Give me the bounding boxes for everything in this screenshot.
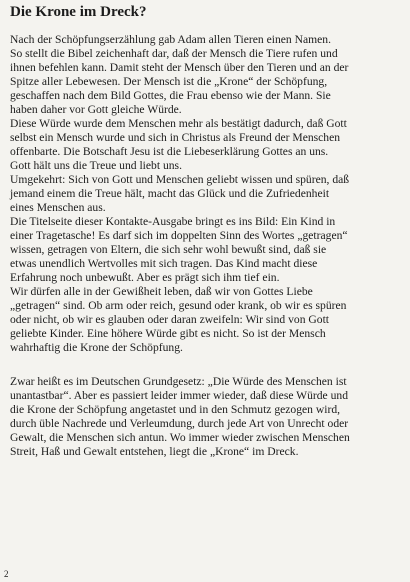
- text-line: durch üble Nachrede und Verleumdung, durch jede Art von Unrecht oder: [10, 417, 349, 430]
- text-line: Zwar heißt es im Deutschen Grundgesetz: „Die Würde des Menschen ist: [10, 375, 347, 388]
- text-line: haben daher vor Gott gleiche Würde.: [10, 103, 182, 116]
- text-line: Nach der Schöpfungserzählung gab Adam allen Tieren einen Namen.: [10, 33, 331, 46]
- text-line: geliebte Kinder. Eine höhere Würde gibt es nicht. So ist der Mensch: [10, 327, 326, 340]
- text-line: einer Tragetasche! Es darf sich im doppelten Sinn des Wortes „getragen“: [10, 229, 348, 242]
- text-line: selbst ein Mensch wurde und sich in Christus als Freund der Menschen: [10, 131, 341, 144]
- text-line: Gewalt, die Menschen sich antun. Wo immer wieder zwischen Menschen: [10, 431, 350, 444]
- text-line: jemand einem die Treue hält, macht das Glück und die Zufriedenheit: [10, 187, 330, 200]
- text-line: geschaffen nach dem Bild Gottes, die Frau ebenso wie der Mann. Sie: [10, 89, 331, 102]
- text-line: „getragen“ sind. Ob arm oder reich, gesund oder krank, ob wir es spüren: [10, 299, 347, 312]
- text-line: Gott hält uns die Treue und liebt uns.: [10, 159, 182, 172]
- text-line: Spitze aller Lebewesen. Der Mensch ist die „Krone“ der Schöpfung,: [10, 75, 328, 88]
- text-line: offenbarte. Die Botschaft Jesu ist die Liebeserklärung Gottes an uns.: [10, 145, 329, 158]
- text-line: ihnen befehlen kann. Damit steht der Mensch über den Tieren und an der: [10, 61, 349, 74]
- text-line: oder nicht, ob wir es glauben oder daran zweifeln: Wir sind von Gott: [10, 313, 330, 326]
- text-line: Diese Würde wurde dem Menschen mehr als bestätigt dadurch, daß Gott: [10, 117, 347, 130]
- text-line: etwas unendlich Wertvolles mit sich tragen. Das Kind macht diese: [10, 257, 318, 270]
- text-line: Die Titelseite dieser Kontakte-Ausgabe bringt es ins Bild: Ein Kind in: [10, 215, 336, 228]
- text-line: Wir dürfen alle in der Gewißheit leben, daß wir von Gottes Liebe: [10, 285, 313, 298]
- page-title: Die Krone im Dreck?: [10, 4, 147, 20]
- text-line: die Krone der Schöpfung angetastet und in den Schmutz gezogen wird,: [10, 403, 341, 416]
- text-line: wissen, getragen von Eltern, die sich sehr wohl bewußt sind, daß sie: [10, 243, 327, 256]
- page-number: 2: [4, 569, 9, 579]
- text-line: unantastbar“. Aber es passiert leider immer wieder, daß diese Würde und: [10, 389, 348, 402]
- text-line: wahrhaftig die Krone der Schöpfung.: [10, 341, 183, 354]
- text-line: Streit, Haß und Gewalt entstehen, liegt die „Krone“ im Dreck.: [10, 445, 299, 458]
- text-line: eines Menschen aus.: [10, 201, 106, 214]
- text-line: So stellt die Bibel zeichenhaft dar, daß der Mensch die Tiere rufen und: [10, 47, 338, 60]
- text-line: Umgekehrt: Sich von Gott und Menschen geliebt wissen und spüren, daß: [10, 173, 350, 186]
- text-line: Erfahrung noch unbewußt. Aber es prägt sich ihm tief ein.: [10, 271, 280, 284]
